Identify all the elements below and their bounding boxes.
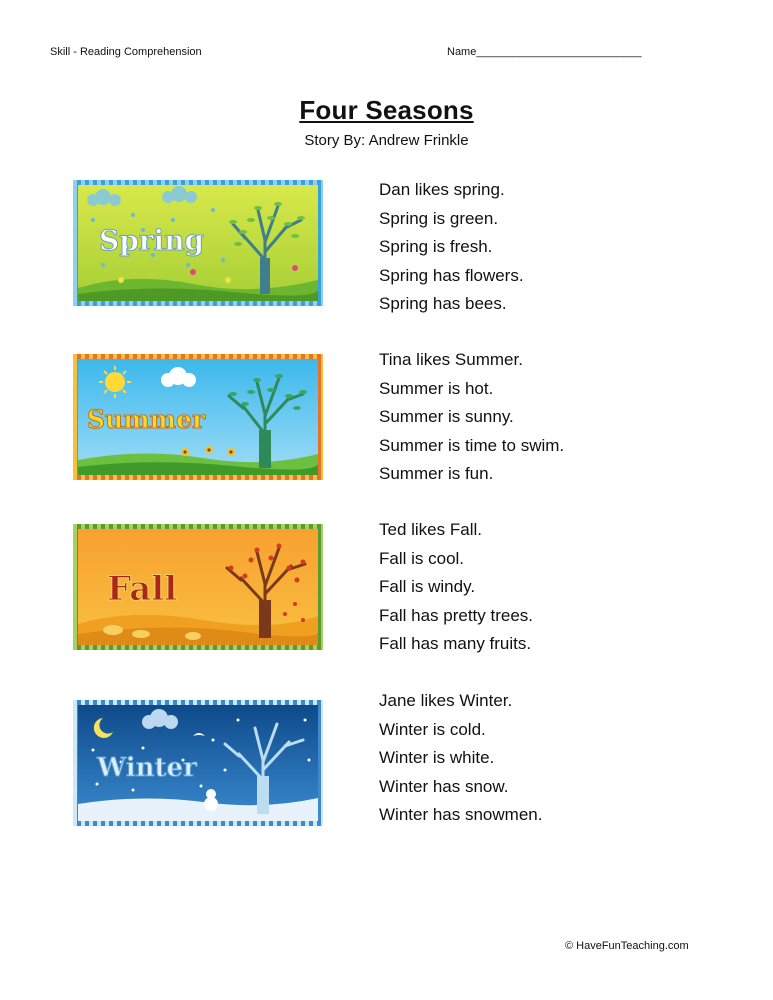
story-line: Fall has many fruits. <box>379 634 532 654</box>
name-line: ___________________________ <box>476 46 642 58</box>
name-label: Name <box>447 46 477 58</box>
story-line: Spring has flowers. <box>379 265 524 285</box>
spring-card-label: Spring <box>99 224 205 257</box>
story-line: Winter is white. <box>379 748 495 768</box>
summer-illustration <box>73 354 323 480</box>
story-line: Ted likes Fall. <box>379 520 482 539</box>
story-line: Dan likes spring. <box>379 180 505 199</box>
spring-illustration <box>73 180 323 306</box>
header-name-field <box>447 46 642 58</box>
story-line: Jane likes Winter. <box>379 691 513 710</box>
summer-lines <box>379 346 564 489</box>
story-line: Summer is fun. <box>379 464 494 484</box>
spring-card <box>73 180 323 306</box>
header-skill: Skill - Reading Comprehension <box>50 46 202 58</box>
story-line: Spring is fresh. <box>379 237 493 257</box>
story-line: Summer is hot. <box>379 378 494 398</box>
copyright-footer: © HaveFunTeaching.com <box>565 940 689 952</box>
winter-illustration <box>73 700 323 826</box>
fall-lines <box>379 516 533 659</box>
fall-illustration <box>73 524 323 650</box>
story-line: Summer is sunny. <box>379 407 514 427</box>
summer-card-label: Summer <box>87 405 206 434</box>
story-line: Fall is windy. <box>379 577 476 597</box>
story-line: Winter has snow. <box>379 776 509 796</box>
fall-card-label: Fall <box>107 569 178 609</box>
story-line: Fall has pretty trees. <box>379 605 534 625</box>
story-line: Spring has bees. <box>379 294 507 314</box>
winter-card-label: Winter <box>97 753 197 783</box>
summer-card <box>73 354 323 480</box>
winter-card <box>73 700 323 826</box>
spring-lines <box>379 176 524 319</box>
story-byline: Story By: Andrew Frinkle <box>304 132 469 149</box>
page-title: Four Seasons <box>299 95 474 125</box>
story-line: Winter is cold. <box>379 719 486 739</box>
winter-lines <box>379 687 542 830</box>
story-line: Summer is time to swim. <box>379 435 565 455</box>
story-line: Fall is cool. <box>379 548 465 568</box>
fall-card <box>73 524 323 650</box>
story-line: Tina likes Summer. <box>379 350 523 369</box>
story-line: Spring is green. <box>379 208 499 228</box>
story-line: Winter has snowmen. <box>379 805 543 825</box>
